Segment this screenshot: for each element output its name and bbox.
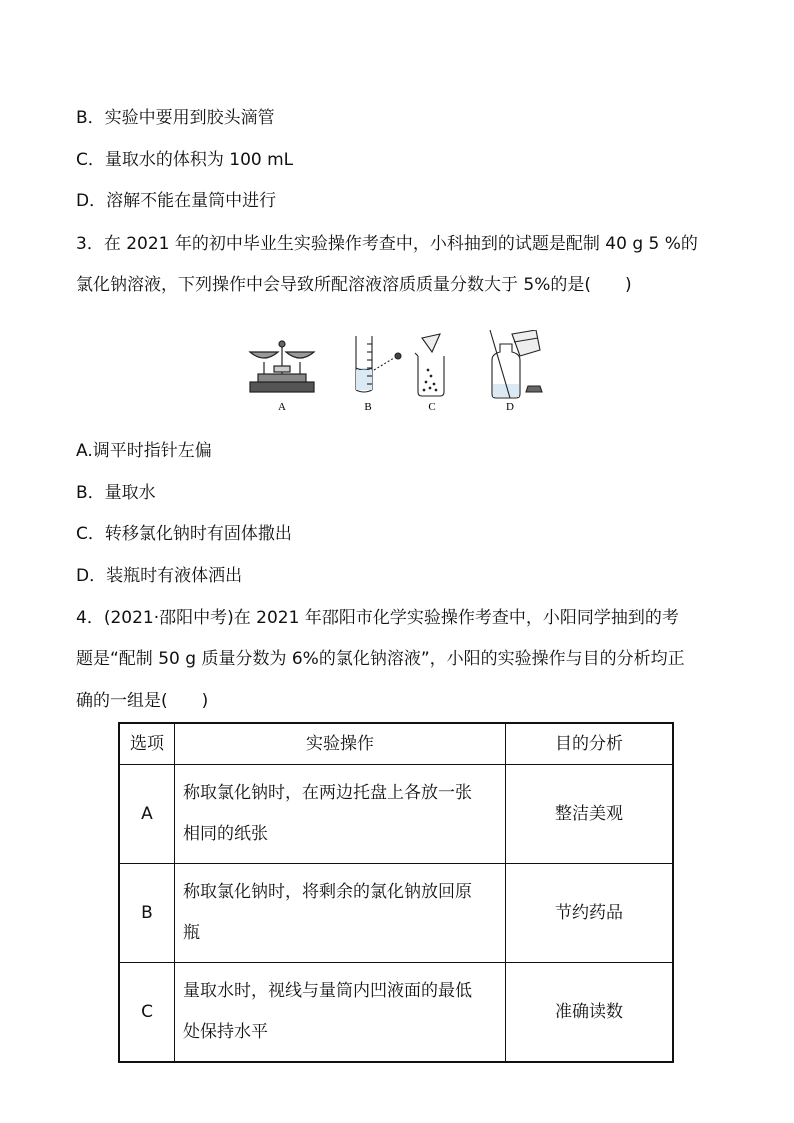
balance-illustration: [250, 341, 314, 392]
q4-stem-line-2: 题是“配制 50 g 质量分数为 6%的氯化钠溶液”，小阳的实验操作与目的分析均正: [76, 649, 685, 669]
q4-stem-line-1: 4．(2021·邵阳中考)在 2021 年邵阳市化学实验操作考查中，小阳同学抽到的考: [76, 608, 679, 628]
option-cell: B: [119, 864, 175, 963]
figure-label-b: B: [364, 401, 372, 413]
figure-label-d: D: [506, 401, 514, 413]
operation-line-2: 相同的纸张: [183, 824, 268, 844]
table-row: [119, 864, 673, 963]
q2-option-c: C．量取水的体积为 100 mL: [76, 150, 294, 170]
options-table: [118, 722, 674, 1063]
operation-line-2: 瓶: [183, 923, 200, 943]
cylinder-illustration: [356, 336, 401, 392]
header-purpose: 目的分析: [506, 723, 674, 765]
q2-option-b: B．实验中要用到胶头滴管: [76, 108, 275, 128]
operation-cell: [175, 864, 506, 963]
purpose-cell: 节约药品: [506, 864, 674, 963]
operation-cell: [175, 963, 506, 1063]
header-option: 选项: [119, 723, 175, 765]
operation-line-1: 量取水时，视线与量筒内凹液面的最低: [183, 981, 472, 1001]
header-operation: 实验操作: [175, 723, 506, 765]
table-row: [119, 765, 673, 864]
operation-cell: [175, 765, 506, 864]
q4-stem-line-3: 确的一组是( ): [76, 691, 209, 711]
figure-label-c: C: [428, 401, 436, 413]
q3-option-c: C．转移氯化钠时有固体撒出: [76, 524, 292, 544]
q3-option-d: D．装瓶时有液体洒出: [76, 566, 243, 586]
beaker-illustration: [415, 334, 444, 396]
purpose-cell: 整洁美观: [506, 765, 674, 864]
table-header-row: [119, 723, 673, 765]
q3-stem-line-2: 氯化钠溶液，下列操作中会导致所配溶液溶质质量分数大于 5%的是( ): [76, 275, 632, 295]
q3-option-a: A.调平时指针左偏: [76, 441, 212, 461]
operation-line-1: 称取氯化钠时，在两边托盘上各放一张: [183, 783, 472, 803]
operation-line-2: 处保持水平: [183, 1022, 268, 1042]
q3-option-b: B．量取水: [76, 483, 156, 503]
purpose-cell: 准确读数: [506, 963, 674, 1063]
table-row: [119, 963, 673, 1063]
q2-option-d: D．溶解不能在量筒中进行: [76, 191, 277, 211]
option-cell: A: [119, 765, 175, 864]
lab-operations-figure: [244, 330, 554, 414]
pouring-illustration: [490, 330, 542, 398]
figure-label-a: A: [278, 401, 286, 413]
option-cell: C: [119, 963, 175, 1063]
q3-stem-line-1: 3．在 2021 年的初中毕业生实验操作考查中，小科抽到的试题是配制 40 g 5 %的: [76, 234, 698, 254]
operation-line-1: 称取氯化钠时，将剩余的氯化钠放回原: [183, 882, 472, 902]
